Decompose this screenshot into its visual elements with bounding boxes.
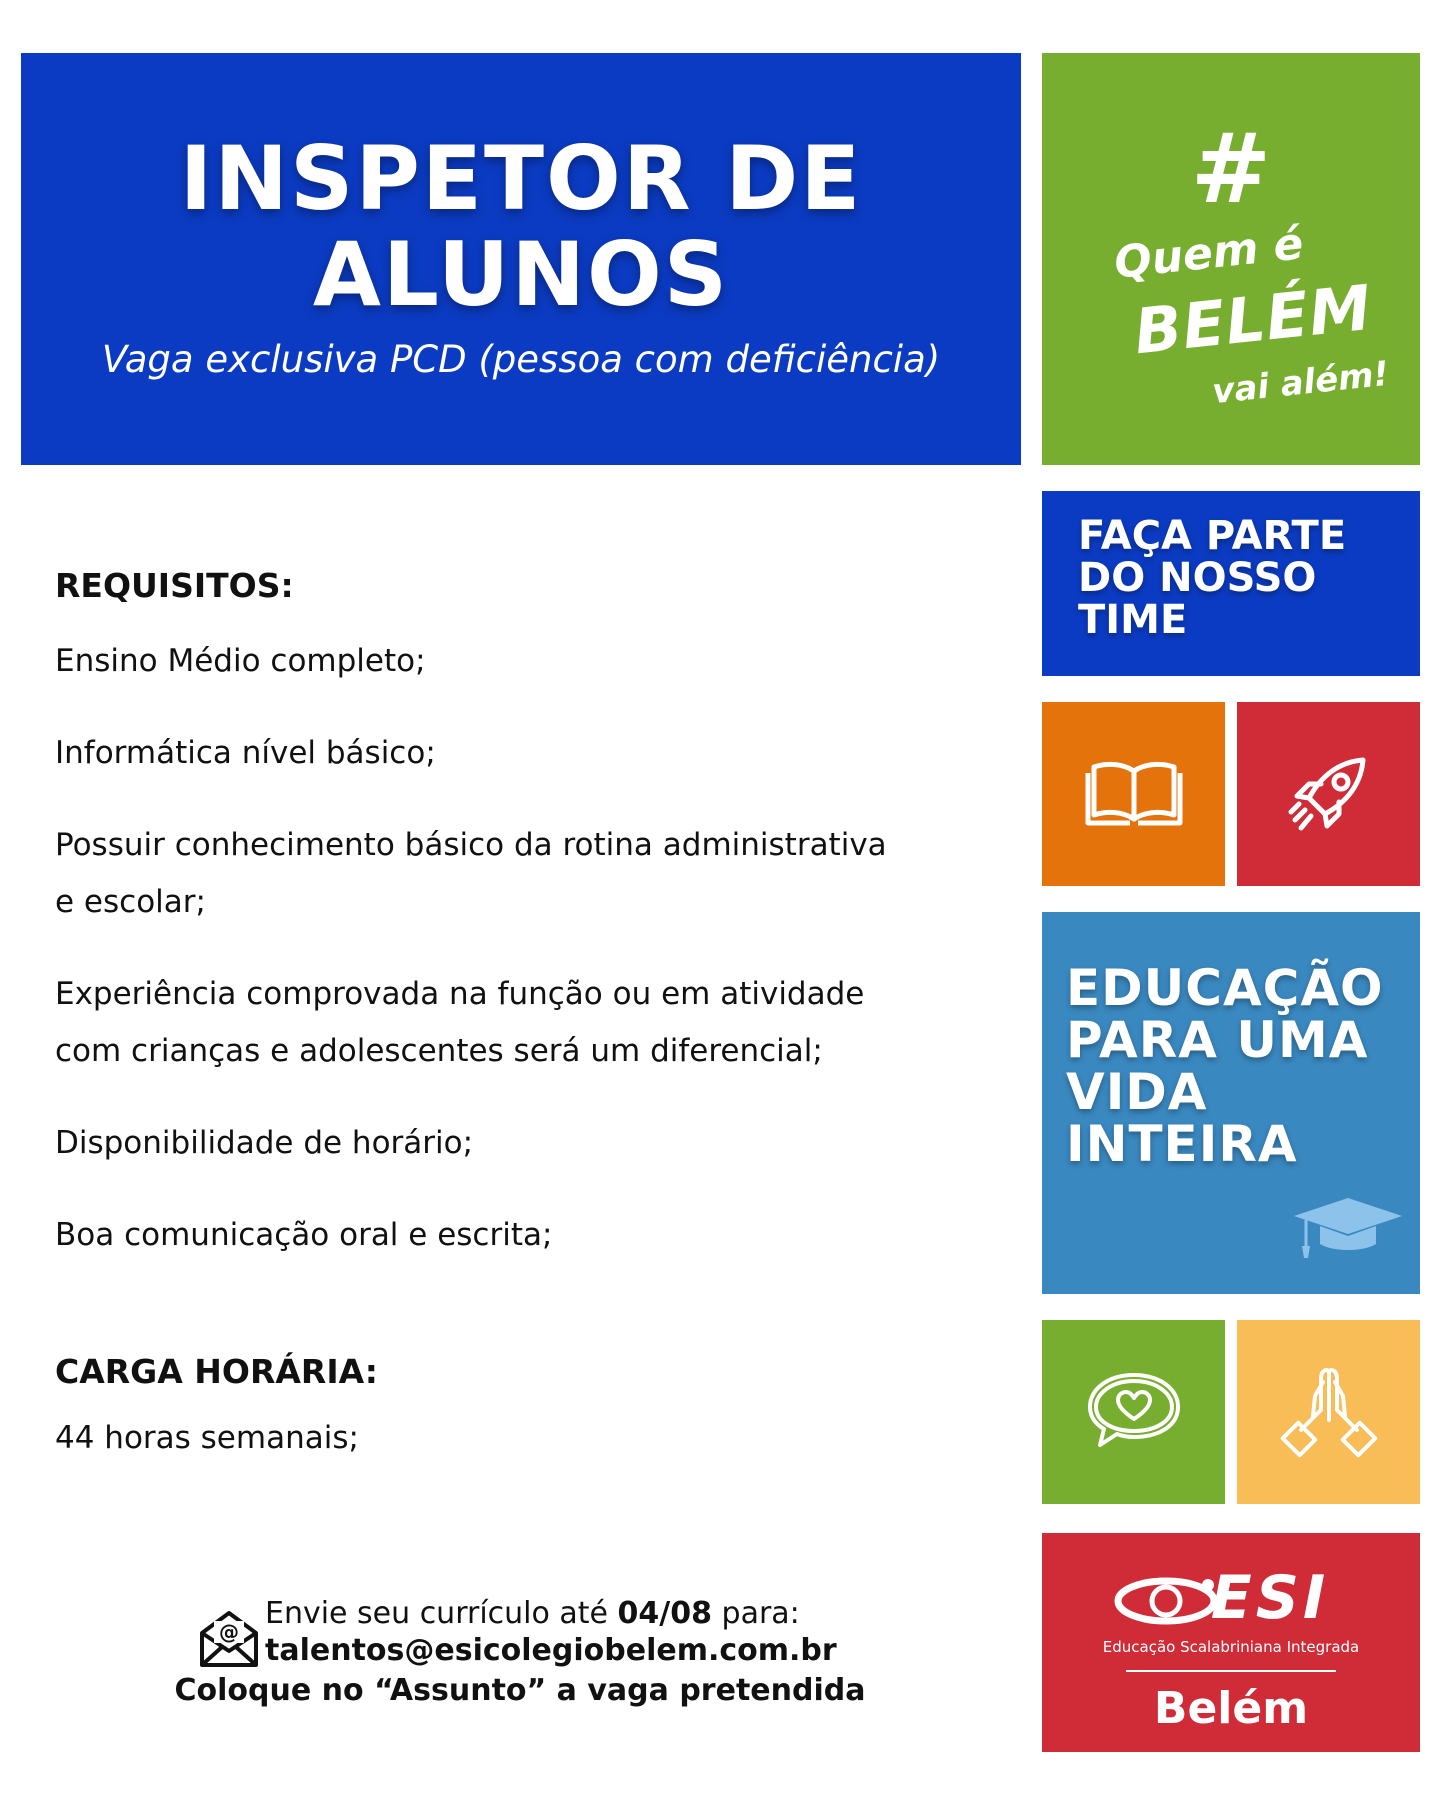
requisito-item: Boa comunicação oral e escrita;	[55, 1217, 553, 1253]
footer-send-suffix: para:	[712, 1596, 800, 1631]
page-subtitle: Vaga exclusiva PCD (pessoa com deficiência)	[101, 338, 941, 381]
hashtag-symbol: #	[1190, 113, 1272, 225]
title-line-1: INSPETOR DE	[179, 127, 863, 230]
slogan-tile	[1042, 53, 1420, 465]
educ-line-2: PARA UMA	[1066, 1011, 1369, 1069]
educ-line-3: VIDA	[1066, 1063, 1208, 1121]
esi-logo-subtitle: Educação Scalabriniana Integrada	[1102, 1638, 1360, 1656]
requisitos-heading: REQUISITOS:	[55, 566, 294, 605]
join-line-2: DO NOSSO	[1078, 555, 1317, 601]
title-line-2: ALUNOS	[312, 223, 730, 326]
requisito-item: com crianças e adolescentes será um diferencial;	[55, 1033, 823, 1069]
esi-logo-tile	[1042, 1533, 1420, 1752]
praying-tile	[1237, 1320, 1420, 1504]
requisito-item: Disponibilidade de horário;	[55, 1125, 474, 1161]
slogan-vai: vai além!	[1210, 353, 1391, 413]
educ-line-4: INTEIRA	[1066, 1115, 1298, 1173]
rocket-icon	[1287, 752, 1371, 836]
header-banner	[21, 53, 1021, 465]
slogan-quem: Quem é	[1111, 218, 1306, 289]
heart-chat-icon	[1084, 1367, 1184, 1457]
carga-heading: CARGA HORÁRIA:	[55, 1352, 378, 1391]
book-tile	[1042, 702, 1225, 886]
education-tile	[1042, 912, 1420, 1294]
requisito-item: Experiência comprovada na função ou em atividade	[55, 976, 865, 1012]
email-envelope-icon	[198, 1607, 260, 1669]
requisito-item: Informática nível básico;	[55, 735, 436, 771]
page-title	[21, 127, 1021, 326]
requisito-item: Possuir conhecimento básico da rotina administrativa	[55, 827, 887, 863]
join-line-3: TIME	[1078, 597, 1188, 643]
footer-deadline: 04/08	[617, 1596, 712, 1631]
heart-chat-tile	[1042, 1320, 1225, 1504]
book-icon	[1084, 759, 1184, 829]
join-team-tile	[1042, 491, 1420, 676]
footer-subject-note: Coloque no “Assunto” a vaga pretendida	[174, 1673, 866, 1708]
svg-text:@: @	[219, 1620, 239, 1644]
rocket-tile	[1237, 702, 1420, 886]
join-team-heading	[1078, 515, 1346, 641]
requisito-item: e escolar;	[55, 884, 206, 920]
graduation-cap-icon	[1292, 1194, 1404, 1266]
join-line-1: FAÇA PARTE	[1078, 513, 1347, 559]
educ-line-1: EDUCAÇÃO	[1066, 959, 1384, 1017]
footer-send-prefix: Envie seu currículo até	[265, 1596, 618, 1631]
footer-send-line	[265, 1596, 800, 1631]
praying-hands-icon	[1279, 1360, 1379, 1464]
education-heading	[1066, 959, 1384, 1173]
logo-divider	[1126, 1670, 1336, 1672]
esi-logo-text: ESI	[1210, 1563, 1330, 1633]
slogan-belem: BELÉM	[1130, 270, 1376, 369]
requisito-item: Ensino Médio completo;	[55, 643, 426, 679]
esi-logo-city: Belém	[1153, 1683, 1309, 1734]
carga-value: 44 horas semanais;	[55, 1420, 359, 1456]
footer-email[interactable]: talentos@esicolegiobelem.com.br	[265, 1633, 837, 1668]
